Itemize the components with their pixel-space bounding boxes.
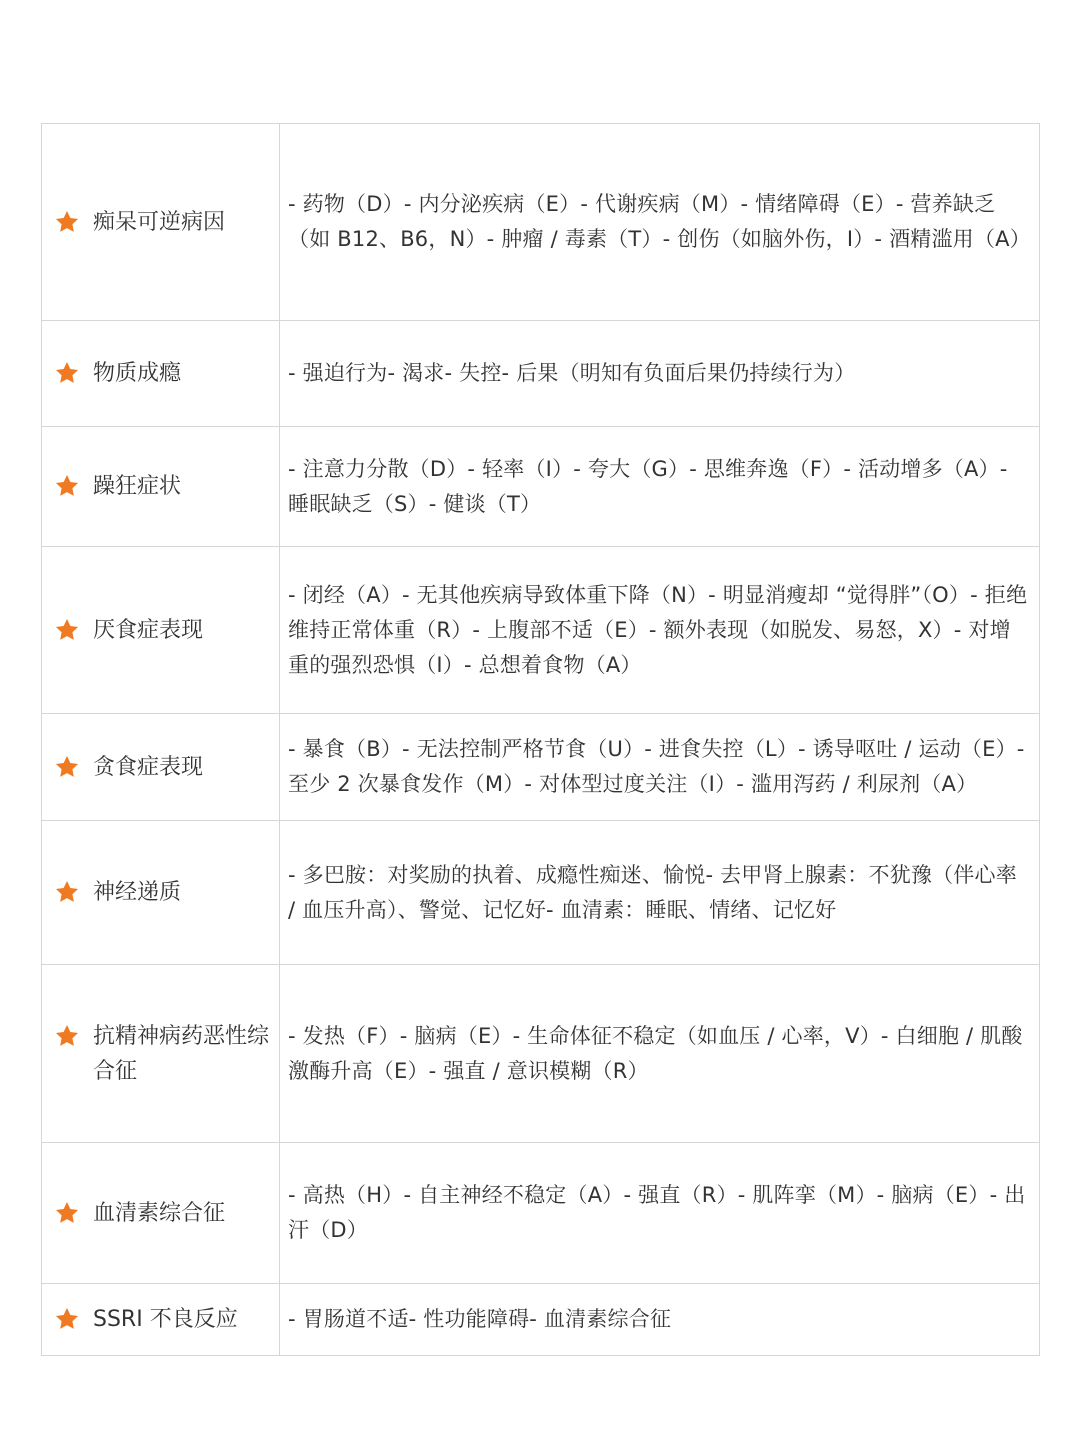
topic-cell (42, 124, 280, 321)
mnemonic-table (41, 123, 1040, 1356)
topic-cell (42, 427, 280, 547)
table-row (42, 714, 1040, 821)
content-cell: - 闭经（A）- 无其他疾病导致体重下降（N）- 明显消瘦却 “觉得胖”（O）- 拒绝维持正常体重（R）- 上腹部不适（E）- 额外表现（如脱发、易怒，X）- 对增重的强烈恐惧（I）- 总想着食物（A） (280, 547, 1040, 714)
star-icon (54, 1023, 80, 1049)
topic-label: 神经递质 (93, 880, 182, 905)
table-row (42, 821, 1040, 965)
topic-label: 厌食症表现 (93, 617, 204, 643)
content-cell: - 发热（F）- 脑病（E）- 生命体征不稳定（如血压 / 心率，V）- 白细胞 / 肌酸激酶升高（E）- 强直 / 意识模糊（R） (280, 965, 1040, 1143)
content-cell: - 强迫行为- 渴求- 失控- 后果（明知有负面后果仍持续行为） (280, 321, 1040, 427)
topic-cell (42, 965, 280, 1143)
content-cell: - 注意力分散（D）- 轻率（I）- 夸大（G）- 思维奔逸（F）- 活动增多（A）- 睡眠缺乏（S）- 健谈（T） (280, 427, 1040, 547)
star-icon (54, 1200, 80, 1226)
topic-cell (42, 321, 280, 427)
star-icon (54, 754, 80, 780)
star-icon (54, 617, 80, 643)
content-cell: - 药物（D）- 内分泌疾病（E）- 代谢疾病（M）- 情绪障碍（E）- 营养缺乏（如 B12、B6，N）- 肿瘤 / 毒素（T）- 创伤（如脑外伤，I）- 酒精滥用（A） (280, 124, 1040, 321)
topic-cell (42, 547, 280, 714)
content-cell: - 暴食（B）- 无法控制严格节食（U）- 进食失控（L）- 诱导呕吐 / 运动（E）- 至少 2 次暴食发作（M）- 对体型过度关注（I）- 滥用泻药 / 利尿剂（A） (280, 714, 1040, 821)
topic-cell (42, 714, 280, 821)
content-cell: - 高热（H）- 自主神经不稳定（A）- 强直（R）- 肌阵挛（M）- 脑病（E）- 出汗（D） (280, 1143, 1040, 1284)
star-icon (54, 360, 80, 386)
topic-label: 血清素综合征 (93, 1200, 226, 1226)
table-row (42, 965, 1040, 1143)
star-icon (54, 473, 80, 499)
topic-label: 物质成瘾 (93, 361, 182, 386)
table-row (42, 1143, 1040, 1284)
topic-cell (42, 1143, 280, 1284)
table-row (42, 124, 1040, 321)
topic-cell (42, 1284, 280, 1356)
topic-label: SSRI 不良反应 (93, 1307, 238, 1332)
mnemonic-table-container (41, 123, 1039, 1356)
table-row (42, 321, 1040, 427)
content-cell: - 多巴胺：对奖励的执着、成瘾性痴迷、愉悦- 去甲肾上腺素：不犹豫（伴心率 / 血压升高）、警觉、记忆好- 血清素：睡眠、情绪、记忆好 (280, 821, 1040, 965)
content-cell: - 胃肠道不适- 性功能障碍- 血清素综合征 (280, 1284, 1040, 1356)
star-icon (54, 209, 80, 235)
table-row (42, 427, 1040, 547)
topic-label: 抗精神病药恶性综合征 (93, 1023, 270, 1084)
star-icon (54, 1306, 80, 1332)
table-row (42, 547, 1040, 714)
topic-cell (42, 821, 280, 965)
star-icon (54, 879, 80, 905)
topic-label: 痴呆可逆病因 (93, 209, 226, 235)
table-row (42, 1284, 1040, 1356)
topic-label: 躁狂症状 (93, 474, 182, 499)
topic-label: 贪食症表现 (93, 754, 204, 780)
